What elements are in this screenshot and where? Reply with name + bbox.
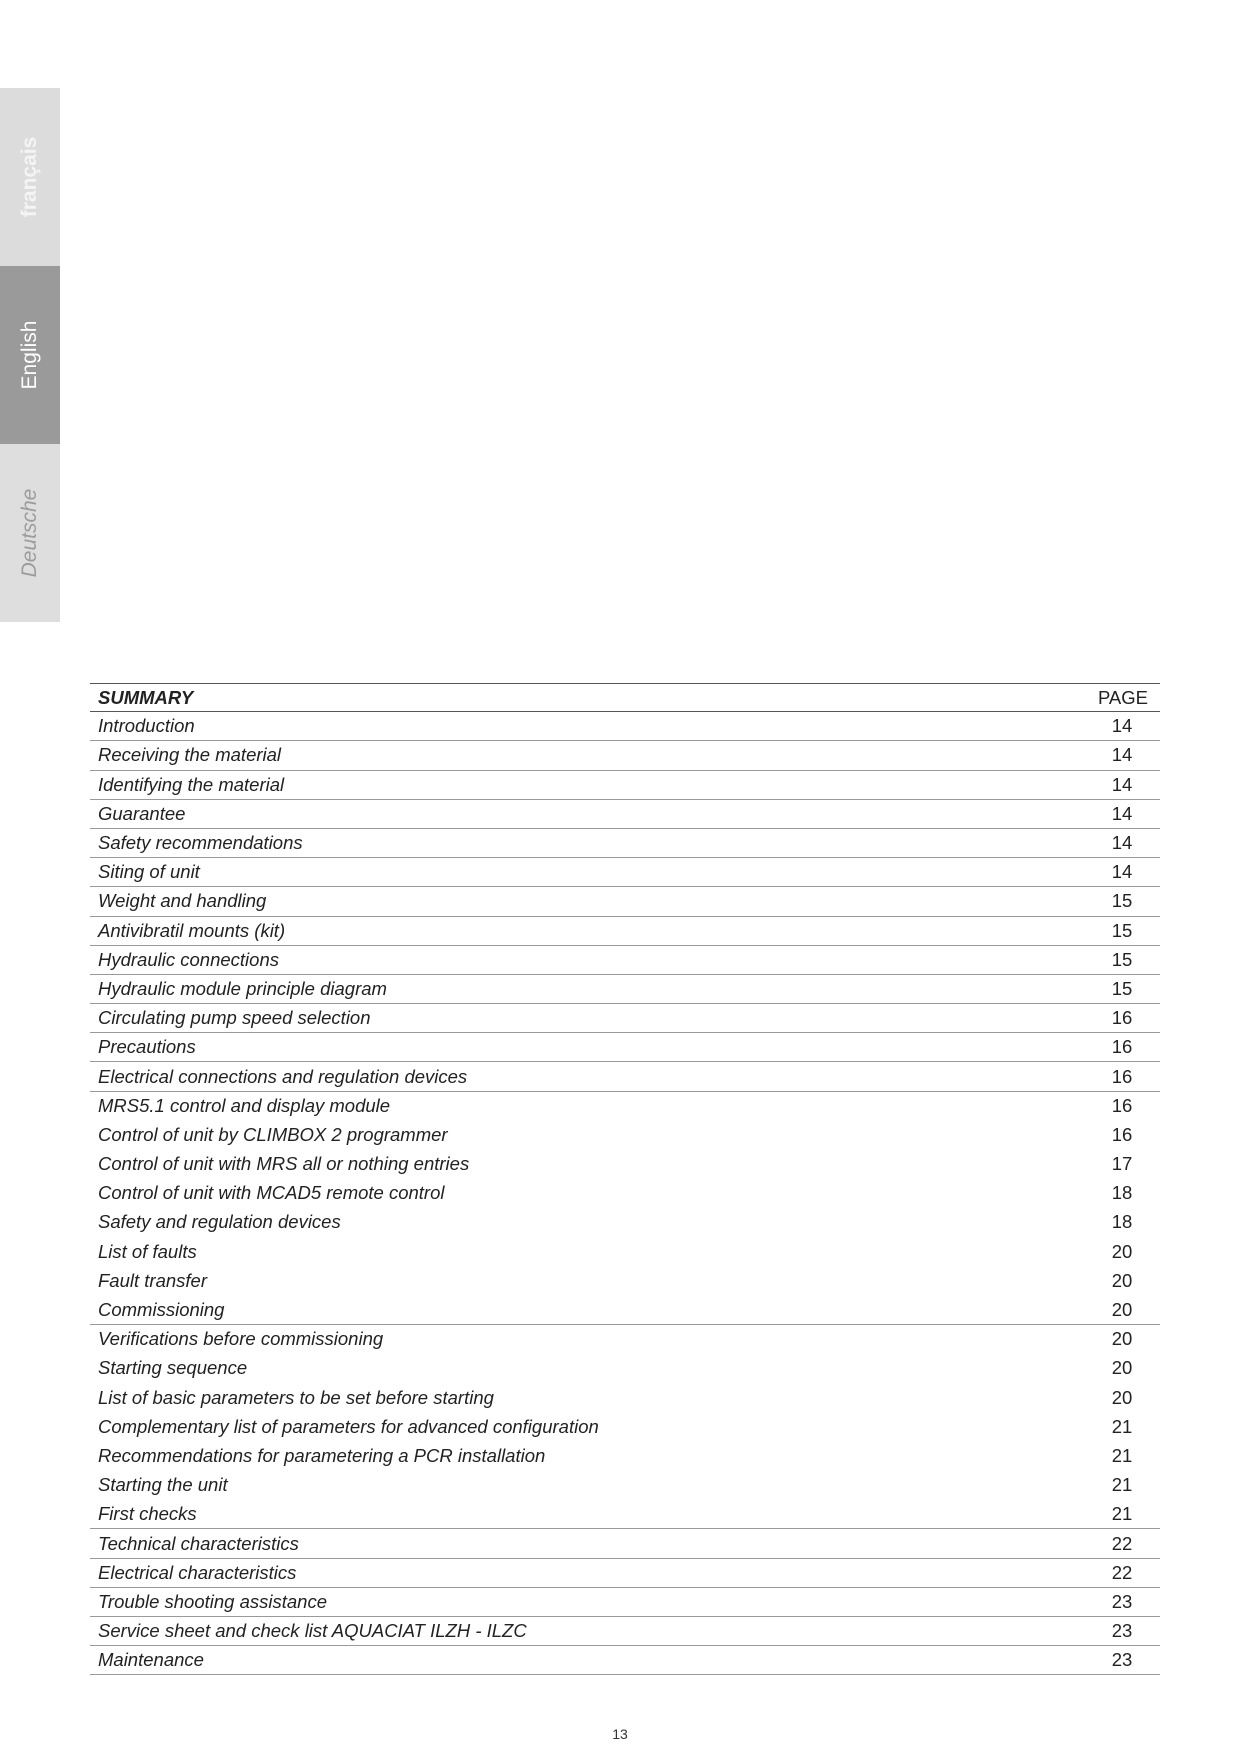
entry-page: 14	[1111, 861, 1133, 883]
entry-page: 20	[1111, 1386, 1133, 1408]
entry-title: Electrical characteristics	[98, 1561, 297, 1583]
tab-english[interactable]	[0, 266, 60, 444]
tab-francais-label: français	[18, 136, 41, 218]
entry-title: Starting the unit	[98, 1474, 228, 1496]
entry-title: Electrical connections and regulation devices	[98, 1065, 468, 1087]
table-row[interactable]	[90, 1325, 1160, 1354]
entry-page: 23	[1111, 1649, 1133, 1671]
table-row[interactable]	[90, 1588, 1160, 1617]
entry-page: 23	[1111, 1620, 1133, 1642]
entry-title: Hydraulic module principle diagram	[98, 977, 387, 999]
entry-page: 15	[1111, 948, 1133, 970]
entry-title: Identifying the material	[98, 773, 285, 795]
summary-entries	[90, 712, 1160, 1675]
entry-page: 14	[1111, 802, 1133, 824]
entry-title: Siting of unit	[98, 861, 200, 883]
tab-deutsche[interactable]	[0, 444, 60, 622]
entry-page: 15	[1111, 919, 1133, 941]
entry-title: Recommendations for parametering a PCR installation	[98, 1444, 546, 1466]
table-row[interactable]	[90, 1033, 1160, 1062]
entry-title: Guarantee	[98, 802, 186, 824]
table-row[interactable]	[90, 1646, 1160, 1675]
entry-page: 18	[1111, 1182, 1133, 1204]
entry-title: Control of unit by CLIMBOX 2 programmer	[98, 1123, 448, 1145]
page-column-header: PAGE	[1097, 686, 1148, 708]
entry-title: Introduction	[98, 715, 195, 737]
table-row[interactable]	[90, 1384, 1160, 1413]
entry-title: Control of unit with MCAD5 remote control	[98, 1182, 445, 1204]
entry-page: 14	[1111, 773, 1133, 795]
summary-title: SUMMARY	[98, 686, 194, 708]
table-row[interactable]	[90, 946, 1160, 975]
entry-page: 15	[1111, 977, 1133, 999]
table-row[interactable]	[90, 858, 1160, 887]
entry-page: 18	[1111, 1211, 1133, 1233]
table-row[interactable]	[90, 1442, 1160, 1471]
entry-title: Technical characteristics	[98, 1532, 299, 1554]
entry-title: Starting sequence	[98, 1357, 248, 1379]
entry-page: 20	[1111, 1357, 1133, 1379]
table-row[interactable]	[90, 800, 1160, 829]
entry-page: 16	[1111, 1065, 1133, 1087]
entry-page: 20	[1111, 1240, 1133, 1262]
table-row[interactable]	[90, 1208, 1160, 1237]
table-row[interactable]	[90, 1529, 1160, 1558]
table-row[interactable]	[90, 1092, 1160, 1121]
entry-title: Receiving the material	[98, 744, 282, 766]
entry-title: Hydraulic connections	[98, 948, 279, 970]
summary-header	[90, 683, 1160, 712]
table-row[interactable]	[90, 1267, 1160, 1296]
table-row[interactable]	[90, 1150, 1160, 1179]
entry-page: 21	[1111, 1503, 1133, 1525]
entry-page: 21	[1111, 1444, 1133, 1466]
entry-title: List of basic parameters to be set before starting	[98, 1386, 494, 1408]
table-row[interactable]	[90, 741, 1160, 770]
entry-title: Commissioning	[98, 1299, 225, 1321]
entry-title: Precautions	[98, 1036, 196, 1058]
table-row[interactable]	[90, 1500, 1160, 1529]
table-row[interactable]	[90, 887, 1160, 916]
entry-title: First checks	[98, 1503, 197, 1525]
entry-page: 14	[1111, 744, 1133, 766]
entry-title: Verifications before commissioning	[98, 1328, 384, 1350]
entry-page: 14	[1111, 832, 1133, 854]
entry-title: Antivibratil mounts (kit)	[98, 919, 286, 941]
table-row[interactable]	[90, 1296, 1160, 1325]
entry-page: 20	[1111, 1299, 1133, 1321]
page-number: 13	[612, 1726, 628, 1742]
entry-page: 16	[1111, 1123, 1133, 1145]
table-row[interactable]	[90, 1004, 1160, 1033]
entry-title: Safety and regulation devices	[98, 1211, 341, 1233]
table-row[interactable]	[90, 712, 1160, 741]
tab-english-label: English	[18, 320, 41, 390]
entry-page: 20	[1111, 1269, 1133, 1291]
entry-page: 16	[1111, 1094, 1133, 1116]
summary-table	[90, 683, 1160, 1675]
table-row[interactable]	[90, 1179, 1160, 1208]
entry-page: 17	[1111, 1153, 1133, 1175]
entry-title: Weight and handling	[98, 890, 267, 912]
tab-deutsche-label: Deutsche	[18, 488, 41, 578]
table-row[interactable]	[90, 771, 1160, 800]
entry-page: 16	[1111, 1036, 1133, 1058]
entry-title: Trouble shooting assistance	[98, 1590, 327, 1612]
language-tabs	[0, 88, 60, 622]
entry-title: Circulating pump speed selection	[98, 1007, 371, 1029]
table-row[interactable]	[90, 1617, 1160, 1646]
entry-title: Service sheet and check list AQUACIAT ILZH - ILZC	[98, 1620, 527, 1642]
entry-page: 14	[1111, 715, 1133, 737]
table-row[interactable]	[90, 1354, 1160, 1383]
table-row[interactable]	[90, 1238, 1160, 1267]
entry-page: 15	[1111, 890, 1133, 912]
entry-title: Safety recommendations	[98, 832, 303, 854]
table-row[interactable]	[90, 1121, 1160, 1150]
entry-page: 21	[1111, 1474, 1133, 1496]
table-row[interactable]	[90, 829, 1160, 858]
entry-page: 20	[1111, 1328, 1133, 1350]
entry-page: 22	[1111, 1532, 1133, 1554]
entry-title: MRS5.1 control and display module	[98, 1094, 391, 1116]
table-row[interactable]	[90, 1471, 1160, 1500]
table-row[interactable]	[90, 1559, 1160, 1588]
entry-title: Maintenance	[98, 1649, 204, 1671]
table-row[interactable]	[90, 1062, 1160, 1091]
entry-page: 21	[1111, 1415, 1133, 1437]
entry-title: Fault transfer	[98, 1269, 207, 1291]
entry-title: Control of unit with MRS all or nothing entries	[98, 1153, 470, 1175]
table-row[interactable]	[90, 917, 1160, 946]
entry-title: Complementary list of parameters for advanced configuration	[98, 1415, 599, 1437]
entry-page: 22	[1111, 1561, 1133, 1583]
entry-page: 16	[1111, 1007, 1133, 1029]
tab-francais[interactable]	[0, 88, 60, 266]
table-row[interactable]	[90, 1413, 1160, 1442]
table-row[interactable]	[90, 975, 1160, 1004]
entry-page: 23	[1111, 1590, 1133, 1612]
entry-title: List of faults	[98, 1240, 197, 1262]
